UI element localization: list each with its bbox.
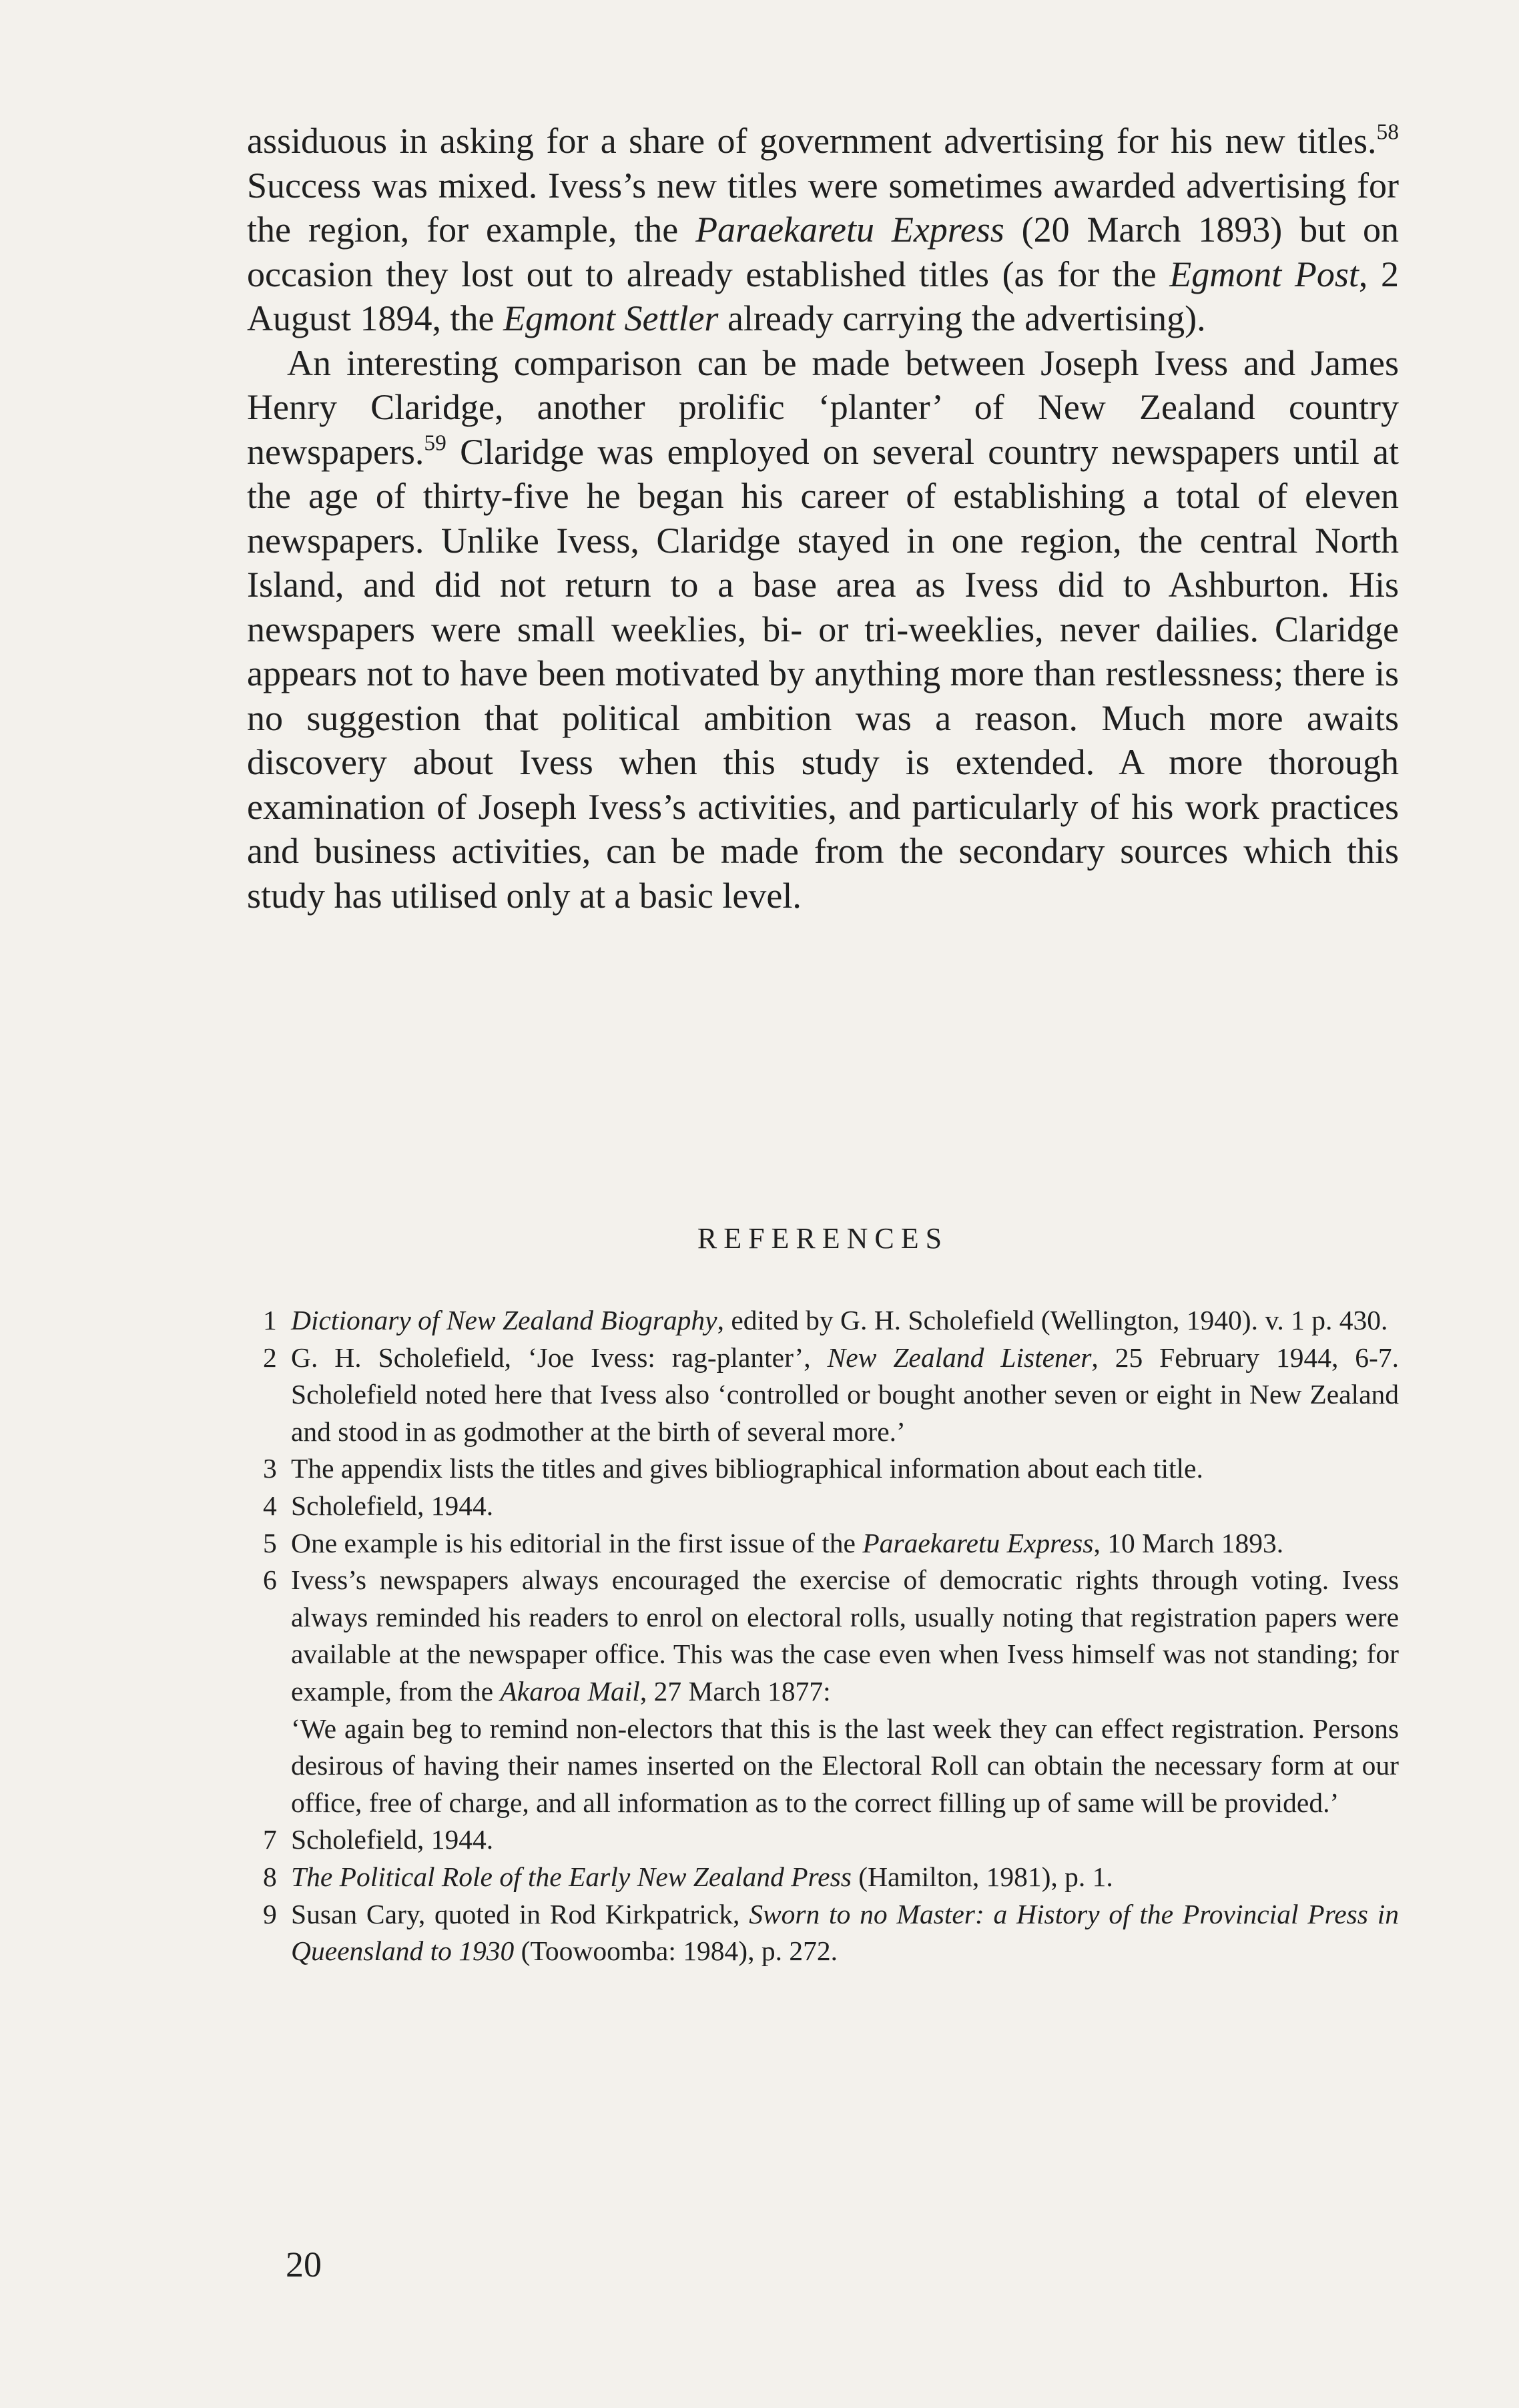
newspaper-title: Egmont Settler	[503, 298, 719, 338]
reference-item: 2 G. H. Scholefield, ‘Joe Ivess: rag-planter’, New Zealand Listener, 25 February 1944, 6-7. Scholefield noted here that Ivess also ‘controlled or bought another seven or eight in New Zealand and stood in as godmother at the birth of several more.’	[247, 1339, 1399, 1451]
reference-item: 8 The Political Role of the Early New Zealand Press (Hamilton, 1981), p. 1.	[247, 1859, 1399, 1896]
reference-number: 1	[263, 1305, 277, 1335]
footnote-marker-59: 59	[424, 430, 446, 455]
newspaper-title: Egmont Post	[1169, 254, 1359, 294]
reference-item: 1 Dictionary of New Zealand Biography, edited by G. H. Scholefield (Wellington, 1940). v. 1 p. 430.	[247, 1302, 1399, 1339]
reference-item: 5 One example is his editorial in the first issue of the Paraekaretu Express, 10 March 1893.	[247, 1525, 1399, 1562]
paragraph-2: An interesting comparison can be made between Joseph Ivess and James Henry Claridge, another prolific ‘planter’ of New Zealand country newspapers.$^{59}$ Claridge was employed on several country newspapers until at the age of thirty-five he began his career of establishing a total of eleven newspapers. Unlike Ivess, Claridge stayed in one region, the central North Island, and did not return to a base area as Ivess did to Ashburton. His newspapers were small weeklies, bi- or tri-weeklies, never dailies. Claridge appears not to have been motivated by anything more than restlessness; there is no suggestion that political ambition was a reason. Much more awaits discovery about Ivess when this study is extended. A more thorough examination of Joseph Ivess’s activities, and particularly of his work practices and business activities, can be made from the secondary sources which this study has utilised only at a basic level.	[247, 342, 1399, 916]
reference-number: 2	[263, 1341, 277, 1373]
reference-number: 9	[263, 1898, 277, 1929]
references-heading: REFERENCES	[697, 1222, 949, 1255]
reference-number: 4	[263, 1490, 277, 1521]
page-number: 20	[286, 2244, 322, 2285]
reference-quote: ‘We again beg to remind non-electors that this is the last week they can effect registration. Persons desirous of having their names inserted on the Electoral Roll can obtain the necessary form at our office, free of charge, and all information as to the correct filling up of same will be provided.’	[291, 1713, 1399, 1818]
reference-item: 6 Ivess’s newspapers always encouraged the exercise of democratic rights through voting. Ivess always reminded his readers to enrol on electoral rolls, usually noting that registration papers were available at the newspaper office. This was the case even when Ivess himself was not standing; for example, from the Akaroa Mail, 27 March 1877:	[247, 1562, 1399, 1710]
newspaper-title: Paraekaretu Express	[695, 210, 1004, 250]
reference-number: 8	[263, 1861, 277, 1892]
reference-number: 3	[263, 1453, 277, 1484]
reference-item: 7 Scholefield, 1944.	[247, 1821, 1399, 1859]
reference-item: 3 The appendix lists the titles and gives bibliographical information about each title.	[247, 1450, 1399, 1488]
paragraph-1: assiduous in asking for a share of government advertising for his new titles.$^{58}$ Success was mixed. Ivess’s new titles were sometimes awarded advertising for the region, for example, the Paraekaretu Express (20 March 1893) but on occasion they lost out to already established titles (as for the Egmont Post, 2 August 1894, the Egmont Settler already carrying the advertising).	[247, 119, 1399, 338]
references-list	[247, 1302, 1399, 1970]
body-text	[247, 119, 1399, 918]
reference-item: 9 Susan Cary, quoted in Rod Kirkpatrick, Sworn to no Master: a History of the Provincial Press in Queensland to 1930 (Toowoomba: 1984), p. 272.	[247, 1896, 1399, 1970]
reference-number: 5	[263, 1527, 277, 1558]
footnote-marker-58: 58	[1376, 119, 1399, 145]
reference-number: 6	[263, 1564, 277, 1596]
reference-item: 4 Scholefield, 1944.	[247, 1488, 1399, 1525]
reference-number: 7	[263, 1824, 277, 1855]
